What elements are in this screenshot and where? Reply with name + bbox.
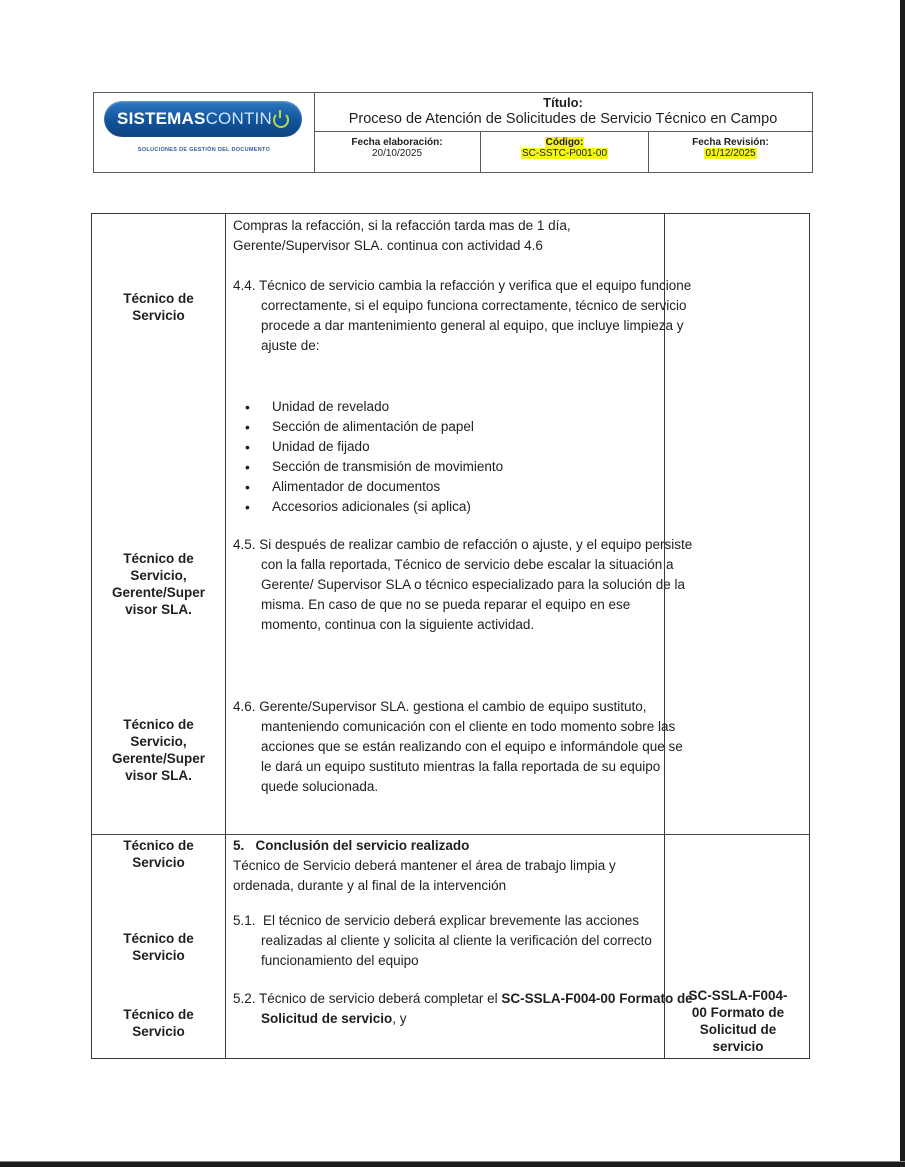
activity-text: 5.2. Técnico de servicio deberá completar el [233, 991, 502, 1006]
maintenance-list [272, 397, 503, 517]
role-line: Técnico de [123, 551, 194, 566]
role-line: Técnico de [123, 717, 194, 732]
field-fecha-elaboracion [314, 131, 480, 172]
fecha-elaboracion-value: 20/10/2025 [371, 148, 423, 159]
logo-brand-bold: SISTEMAS [117, 109, 206, 128]
list-item: • Alimentador de documentos [272, 477, 503, 497]
list-item: • Unidad de revelado [272, 397, 503, 417]
role-line: Servicio [132, 308, 185, 323]
role-line: Técnico de [123, 931, 194, 946]
role-line: Servicio [132, 948, 185, 963]
role-cell [92, 1006, 225, 1040]
header-fields [314, 131, 812, 172]
title-label: Título: [543, 95, 583, 110]
role-line: visor SLA. [125, 768, 192, 783]
role-line: Gerente/Super [111, 585, 206, 600]
activity-4-4: 4.4. Técnico de servicio cambia la refacción y verifica que el equipo funcione correctamente, si el equipo funciona correctamente, técnico de servicio procede a dar mantenimiento general al equipo, que incluye limpieza y ajuste de: [233, 278, 692, 353]
company-logo-cell [94, 93, 315, 172]
activity-4-6: 4.6. Gerente/Supervisor SLA. gestiona el cambio de equipo sustituto, manteniendo comunicación con el cliente en todo momento sobre las acciones que se están realizando con el equipo e informándole que se le dará un equipo sustituto mientras la falla reportada de su equipo quede solucionada. [233, 699, 683, 794]
role-line: Servicio, [130, 734, 187, 749]
field-label: Fecha Revisión: [692, 137, 769, 148]
role-line: Servicio [132, 855, 185, 870]
role-cell [92, 930, 225, 964]
form-reference-link: SC-SSLA-F004-00 Formato de Solicitud de servicio [261, 991, 693, 1026]
section-text: Técnico de Servicio deberá mantener el área de trabajo limpia y ordenada, durante y al final de la intervención [233, 858, 616, 893]
reference-cell [666, 987, 810, 1055]
fecha-revision-value: 01/12/2025 [705, 148, 756, 159]
document-header [93, 92, 813, 173]
role-line: Servicio [132, 1024, 185, 1039]
logo-tagline: SOLUCIONES DE GESTIÓN DEL DOCUMENTO [137, 147, 271, 153]
title-cell [314, 93, 812, 132]
list-item: • Sección de transmisión de movimiento [272, 457, 503, 477]
role-cell [92, 550, 225, 618]
row-divider [92, 834, 809, 835]
viewer-edge-bottom [0, 1161, 905, 1167]
activity-5-2 [233, 989, 693, 1029]
field-value [481, 148, 648, 159]
role-line: visor SLA. [125, 602, 192, 617]
section-title: 5. Conclusión del servicio realizado [233, 838, 470, 853]
codigo-value: SC-SSTC-P001-00 [521, 148, 608, 159]
field-label: Fecha elaboración: [351, 137, 443, 148]
document-title: Proceso de Atención de Solicitudes de Servicio Técnico en Campo [348, 111, 778, 127]
reference-line: 00 Formato de [691, 1005, 785, 1020]
field-value [649, 148, 812, 159]
activity-4-5: 4.5. Si después de realizar cambio de refacción o ajuste, y el equipo persiste con la falla reportada, Técnico de servicio debe escalar la situación a Gerente/ Supervisor SLA o técnico especializado para la solución de la misma. En caso de que no se pueda reparar el equipo en ese momento, continua con la siguiente actividad. [233, 537, 693, 632]
logo-brand-light: CONTIN [205, 109, 272, 128]
procedure-table [91, 213, 810, 1059]
field-value [314, 148, 480, 159]
role-line: Servicio, [130, 568, 187, 583]
role-cell [92, 716, 225, 784]
role-line: Técnico de [123, 838, 194, 853]
list-item: • Accesorios adicionales (si aplica) [272, 497, 503, 517]
company-logo [104, 101, 302, 137]
role-line: Gerente/Super [111, 751, 206, 766]
role-line: Técnico de [123, 1007, 194, 1022]
codigo-label: Código: [545, 137, 584, 148]
field-label [481, 137, 648, 148]
field-fecha-revision [648, 131, 812, 172]
list-item: • Unidad de fijado [272, 437, 503, 457]
power-o-icon [273, 112, 289, 128]
reference-line: SC-SSLA-F004- [688, 988, 788, 1003]
list-item: • Sección de alimentación de papel [272, 417, 503, 437]
reference-line: servicio [712, 1039, 764, 1054]
activity-text: , y [392, 1011, 407, 1026]
role-cell [92, 290, 225, 324]
section-5-block [233, 836, 665, 896]
field-codigo [480, 131, 648, 172]
activity-intro: Compras la refacción, si la refacción tarda mas de 1 día, Gerente/Supervisor SLA. continua con actividad 4.6 [233, 218, 571, 253]
reference-line: Solicitud de [699, 1022, 777, 1037]
role-cell [92, 837, 225, 871]
activity-5-1: 5.1. El técnico de servicio deberá explicar brevemente las acciones realizadas al cliente y solicita al cliente la verificación del correcto funcionamiento del equipo [233, 913, 656, 968]
viewer-edge-right [900, 0, 905, 1167]
role-line: Técnico de [123, 291, 194, 306]
column-divider [225, 214, 226, 1058]
